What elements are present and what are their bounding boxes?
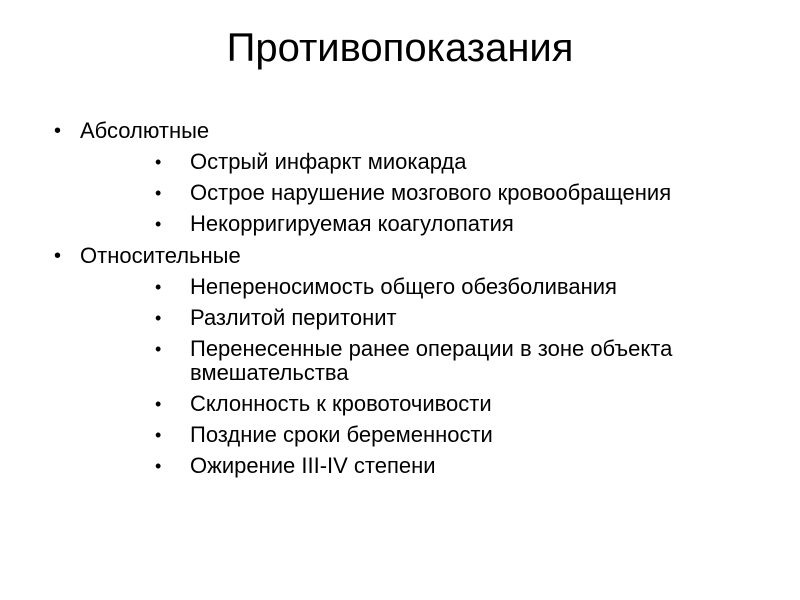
list-item-text: Некорригируемая коагулопатия bbox=[190, 211, 514, 236]
list-item bbox=[155, 391, 730, 416]
list-item-text: Перенесенные ранее операции в зоне объекта вмешательства bbox=[190, 336, 673, 385]
sub-list-absolute bbox=[54, 150, 754, 236]
bullet-icon: • bbox=[155, 394, 162, 414]
list-item bbox=[155, 336, 730, 385]
bullet-icon: • bbox=[155, 425, 162, 445]
bullet-icon: • bbox=[155, 456, 162, 476]
list-item-text: Поздние сроки беременности bbox=[190, 422, 493, 447]
list-item-text: Острое нарушение мозгового кровообращения bbox=[190, 180, 672, 205]
list-item bbox=[155, 149, 730, 174]
slide-title: Противопоказания bbox=[226, 26, 574, 70]
bullet-icon: • bbox=[155, 183, 162, 203]
sub-list-relative bbox=[54, 275, 754, 478]
list-item-text: Разлитой перитонит bbox=[190, 305, 397, 330]
list-item-text: Острый инфаркт миокарда bbox=[190, 149, 467, 174]
bullet-icon: • bbox=[155, 339, 162, 359]
list-item-text: Склонность к кровоточивости bbox=[190, 391, 492, 416]
group-label: Относительные bbox=[80, 243, 241, 268]
list-item-text: Ожирение III-IV степени bbox=[190, 453, 436, 478]
list-item-text: Непереносимость общего обезболивания bbox=[190, 274, 617, 299]
bullet-icon: • bbox=[155, 277, 162, 297]
bullet-list bbox=[54, 118, 754, 485]
bullet-icon: • bbox=[155, 308, 162, 328]
list-item-absolute bbox=[54, 118, 754, 144]
list-item bbox=[155, 422, 730, 447]
bullet-icon: • bbox=[54, 120, 62, 142]
list-item bbox=[155, 305, 730, 330]
bullet-icon: • bbox=[155, 152, 162, 172]
bullet-icon: • bbox=[54, 245, 62, 267]
list-item bbox=[155, 211, 730, 236]
list-item bbox=[155, 274, 730, 299]
bullet-icon: • bbox=[155, 214, 162, 234]
list-item bbox=[155, 453, 730, 478]
list-item bbox=[155, 180, 730, 205]
group-label: Абсолютные bbox=[80, 118, 210, 143]
list-item-relative bbox=[54, 243, 754, 269]
